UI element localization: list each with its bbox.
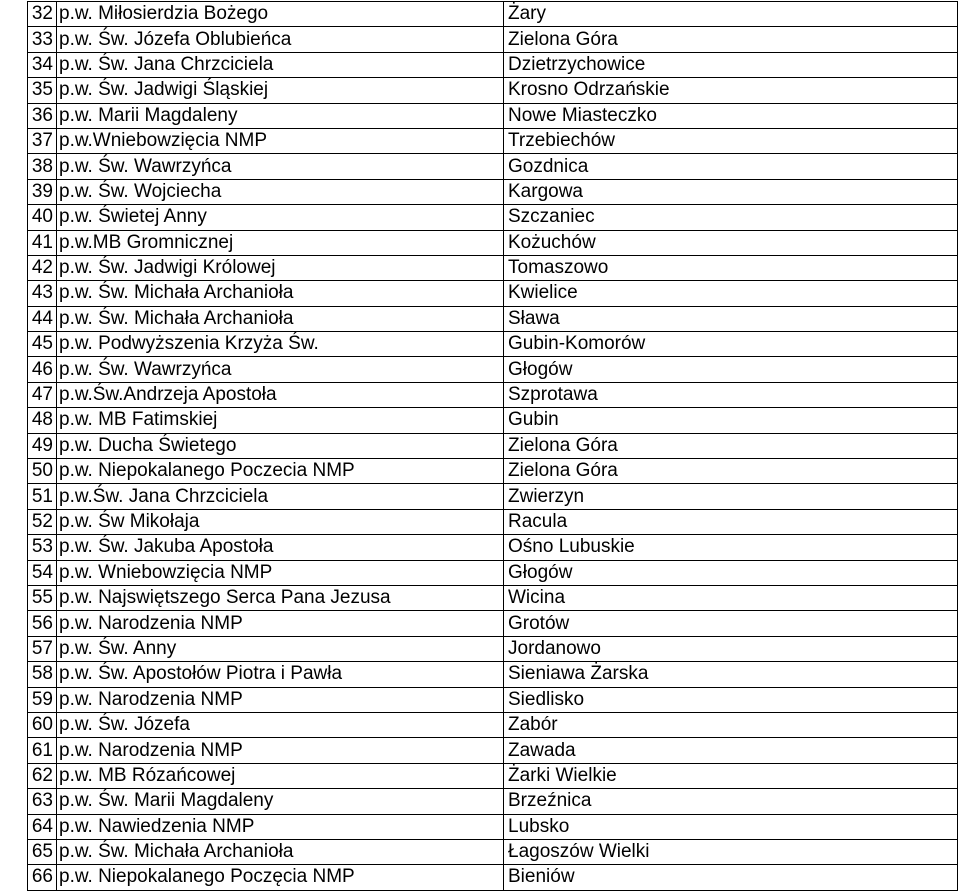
row-number-cell: 44	[28, 306, 57, 331]
row-number-cell: 50	[28, 459, 57, 484]
town-cell: Grotów	[504, 611, 958, 636]
town-cell: Trzebiechów	[504, 128, 958, 153]
town-cell: Dzietrzychowice	[504, 52, 958, 77]
town-cell: Siedlisko	[504, 687, 958, 712]
parish-name-cell: p.w. Miłosierdzia Bożego	[57, 2, 504, 27]
row-number-cell: 37	[28, 128, 57, 153]
table-row	[28, 839, 958, 864]
parish-name-cell: p.w. Narodzenia NMP	[57, 611, 504, 636]
row-number-cell: 33	[28, 27, 57, 52]
parish-name-cell: p.w.Św. Jana Chrzciciela	[57, 484, 504, 509]
row-number-cell: 43	[28, 281, 57, 306]
table-row	[28, 433, 958, 458]
row-number-cell: 66	[28, 865, 57, 890]
parish-name-cell: p.w. Św. Józefa Oblubieńca	[57, 27, 504, 52]
row-number-cell: 57	[28, 636, 57, 661]
table-row	[28, 560, 958, 585]
table-row	[28, 585, 958, 610]
town-cell: Nowe Miasteczko	[504, 103, 958, 128]
row-number-cell: 56	[28, 611, 57, 636]
parish-name-cell: p.w. Św. Jadwigi Śląskiej	[57, 78, 504, 103]
parish-table	[27, 1, 958, 891]
table-row	[28, 52, 958, 77]
row-number-cell: 64	[28, 814, 57, 839]
town-cell: Gozdnica	[504, 154, 958, 179]
table-row	[28, 382, 958, 407]
row-number-cell: 60	[28, 712, 57, 737]
parish-name-cell: p.w. Św. Wojciecha	[57, 179, 504, 204]
town-cell: Głogów	[504, 357, 958, 382]
table-row	[28, 611, 958, 636]
table-row	[28, 738, 958, 763]
town-cell: Zabór	[504, 712, 958, 737]
parish-name-cell: p.w. Św Mikołaja	[57, 509, 504, 534]
town-cell: Kwielice	[504, 281, 958, 306]
row-number-cell: 55	[28, 585, 57, 610]
row-number-cell: 61	[28, 738, 57, 763]
table-row	[28, 865, 958, 890]
row-number-cell: 58	[28, 662, 57, 687]
town-cell: Zwierzyn	[504, 484, 958, 509]
town-cell: Zielona Góra	[504, 433, 958, 458]
table-row	[28, 154, 958, 179]
town-cell: Gubin-Komorów	[504, 332, 958, 357]
table-row	[28, 357, 958, 382]
parish-name-cell: p.w. Podwyższenia Krzyża Św.	[57, 332, 504, 357]
row-number-cell: 63	[28, 789, 57, 814]
town-cell: Zielona Góra	[504, 27, 958, 52]
parish-name-cell: p.w. Św. Apostołów Piotra i Pawła	[57, 662, 504, 687]
table-row	[28, 205, 958, 230]
table-row	[28, 281, 958, 306]
row-number-cell: 49	[28, 433, 57, 458]
row-number-cell: 62	[28, 763, 57, 788]
row-number-cell: 45	[28, 332, 57, 357]
table-row	[28, 78, 958, 103]
table-row	[28, 687, 958, 712]
parish-name-cell: p.w. Ducha Świetego	[57, 433, 504, 458]
town-cell: Sieniawa Żarska	[504, 662, 958, 687]
table-row	[28, 763, 958, 788]
town-cell: Szczaniec	[504, 205, 958, 230]
town-cell: Żary	[504, 2, 958, 27]
parish-name-cell: p.w. Św. Józefa	[57, 712, 504, 737]
town-cell: Ośno Lubuskie	[504, 535, 958, 560]
parish-name-cell: p.w. Świetej Anny	[57, 205, 504, 230]
town-cell: Tomaszowo	[504, 255, 958, 280]
table-row	[28, 103, 958, 128]
row-number-cell: 51	[28, 484, 57, 509]
town-cell: Głogów	[504, 560, 958, 585]
town-cell: Żarki Wielkie	[504, 763, 958, 788]
parish-name-cell: p.w. Wniebowzięcia NMP	[57, 560, 504, 585]
row-number-cell: 38	[28, 154, 57, 179]
parish-name-cell: p.w.Św.Andrzeja Apostoła	[57, 382, 504, 407]
parish-name-cell: p.w. Narodzenia NMP	[57, 687, 504, 712]
row-number-cell: 54	[28, 560, 57, 585]
parish-name-cell: p.w. Św. Jadwigi Królowej	[57, 255, 504, 280]
row-number-cell: 41	[28, 230, 57, 255]
town-cell: Zielona Góra	[504, 459, 958, 484]
town-cell: Bieniów	[504, 865, 958, 890]
row-number-cell: 65	[28, 839, 57, 864]
row-number-cell: 35	[28, 78, 57, 103]
table-row	[28, 306, 958, 331]
row-number-cell: 42	[28, 255, 57, 280]
table-row	[28, 484, 958, 509]
town-cell: Krosno Odrzańskie	[504, 78, 958, 103]
town-cell: Kargowa	[504, 179, 958, 204]
table-row	[28, 509, 958, 534]
parish-name-cell: p.w. Nawiedzenia NMP	[57, 814, 504, 839]
table-row	[28, 459, 958, 484]
parish-name-cell: p.w. Św. Wawrzyńca	[57, 357, 504, 382]
parish-name-cell: p.w. Św. Jakuba Apostoła	[57, 535, 504, 560]
table-row	[28, 332, 958, 357]
town-cell: Łagoszów Wielki	[504, 839, 958, 864]
parish-name-cell: p.w. MB Fatimskiej	[57, 408, 504, 433]
table-row	[28, 789, 958, 814]
parish-name-cell: p.w. Św. Michała Archanioła	[57, 281, 504, 306]
parish-name-cell: p.w. Św. Michała Archanioła	[57, 306, 504, 331]
parish-name-cell: p.w. Narodzenia NMP	[57, 738, 504, 763]
table-row	[28, 535, 958, 560]
parish-name-cell: p.w. Św. Michała Archanioła	[57, 839, 504, 864]
parish-name-cell: p.w. Niepokalanego Poczecia NMP	[57, 459, 504, 484]
row-number-cell: 59	[28, 687, 57, 712]
town-cell: Wicina	[504, 585, 958, 610]
town-cell: Lubsko	[504, 814, 958, 839]
town-cell: Kożuchów	[504, 230, 958, 255]
table-row	[28, 636, 958, 661]
parish-name-cell: p.w. Św. Marii Magdaleny	[57, 789, 504, 814]
town-cell: Szprotawa	[504, 382, 958, 407]
town-cell: Gubin	[504, 408, 958, 433]
table-row	[28, 27, 958, 52]
table-row	[28, 255, 958, 280]
row-number-cell: 36	[28, 103, 57, 128]
row-number-cell: 34	[28, 52, 57, 77]
table-row	[28, 814, 958, 839]
table-row	[28, 662, 958, 687]
table-row	[28, 230, 958, 255]
parish-name-cell: p.w. MB Rózańcowej	[57, 763, 504, 788]
table-row	[28, 712, 958, 737]
table-row	[28, 2, 958, 27]
town-cell: Zawada	[504, 738, 958, 763]
table-row	[28, 179, 958, 204]
town-cell: Jordanowo	[504, 636, 958, 661]
town-cell: Racula	[504, 509, 958, 534]
parish-name-cell: p.w. Św. Wawrzyńca	[57, 154, 504, 179]
parish-name-cell: p.w. Najswiętszego Serca Pana Jezusa	[57, 585, 504, 610]
table-body	[28, 2, 958, 891]
row-number-cell: 47	[28, 382, 57, 407]
parish-name-cell: p.w.MB Gromnicznej	[57, 230, 504, 255]
parish-name-cell: p.w. Św. Jana Chrzciciela	[57, 52, 504, 77]
row-number-cell: 53	[28, 535, 57, 560]
town-cell: Sława	[504, 306, 958, 331]
parish-name-cell: p.w. Św. Anny	[57, 636, 504, 661]
table-row	[28, 408, 958, 433]
row-number-cell: 32	[28, 2, 57, 27]
town-cell: Brzeźnica	[504, 789, 958, 814]
row-number-cell: 40	[28, 205, 57, 230]
row-number-cell: 52	[28, 509, 57, 534]
parish-name-cell: p.w. Marii Magdaleny	[57, 103, 504, 128]
row-number-cell: 39	[28, 179, 57, 204]
row-number-cell: 46	[28, 357, 57, 382]
row-number-cell: 48	[28, 408, 57, 433]
table-row	[28, 128, 958, 153]
parish-name-cell: p.w.Wniebowzięcia NMP	[57, 128, 504, 153]
parish-name-cell: p.w. Niepokalanego Poczęcia NMP	[57, 865, 504, 890]
